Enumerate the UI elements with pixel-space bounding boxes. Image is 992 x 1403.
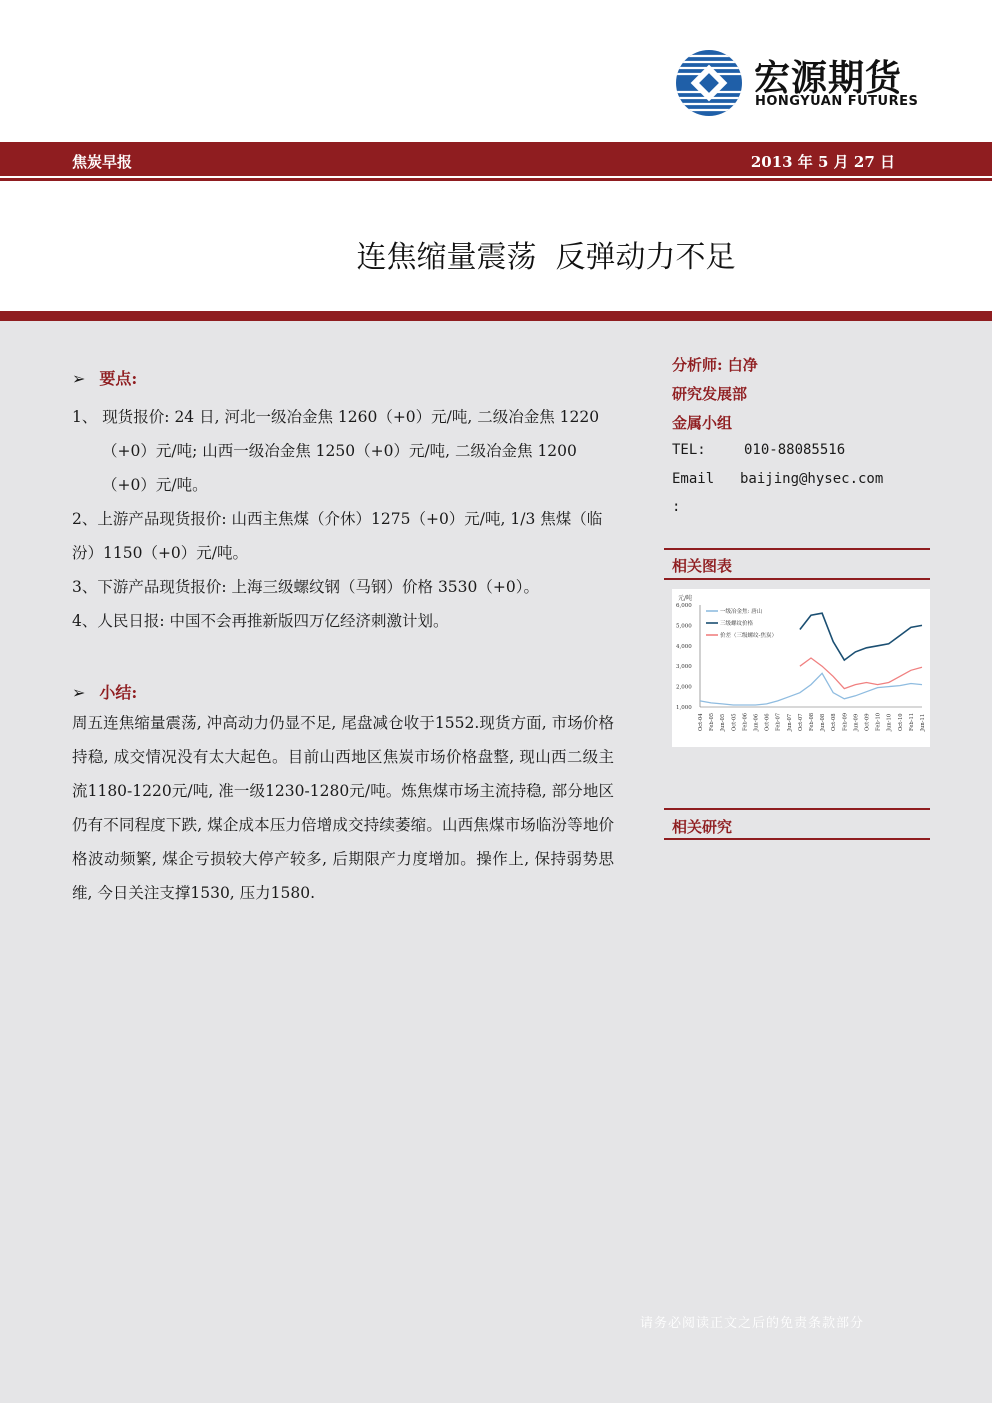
key-points-heading-text: 要点: [99, 369, 138, 388]
chart-x-tick-label: Feb-08 [809, 712, 815, 731]
email-link[interactable]: baijing@hysec.com [740, 471, 884, 487]
chart-x-tick-label: Oct-05 [731, 713, 738, 731]
header-band-underline [0, 178, 992, 181]
chart-x-tick-label: Jun-11 [920, 713, 926, 731]
summary-heading [72, 680, 137, 703]
chart-x-tick-label: Feb-11 [908, 712, 915, 731]
report-type: 焦炭早报 [72, 153, 133, 171]
chart-x-tick-label: Feb-09 [842, 712, 849, 731]
related-chart-bottom-rule [664, 578, 930, 580]
chart-y-tick-label: 1,000 [676, 705, 692, 711]
key-points-heading [72, 366, 137, 389]
chart-x-tick-label: Feb-07 [775, 712, 782, 731]
chart-x-tick-label: Jun-10 [886, 713, 893, 731]
key-point-item: 2、上游产品现货报价: 山西主焦煤（介休）1275（+0）元/吨, 1/3 焦煤（临汾）1150（+0）元/吨。 [72, 510, 603, 562]
analyst-dept: 研究发展部 [672, 385, 748, 403]
chart-legend-label: 一级冶金焦: 唐山 [720, 609, 763, 615]
brand-name-cn: 宏源期货 [754, 58, 903, 99]
chart-x-tick-label: Feb-10 [875, 712, 882, 731]
chart-y-tick-label: 5,000 [676, 623, 692, 630]
analyst-name: 分析师: 白净 [672, 356, 758, 374]
email-colon: : [672, 499, 681, 515]
chart-x-tick-label: Jun-08 [820, 713, 827, 731]
summary-heading-text: 小结: [99, 683, 138, 702]
chart-x-tick-label: Jun-07 [786, 713, 793, 731]
chart-x-tick-label: Oct-07 [797, 713, 804, 731]
related-chart-top-rule [664, 548, 930, 550]
tel-value: 010-88085516 [744, 442, 846, 458]
related-research-heading: 相关研究 [672, 818, 733, 836]
chart-x-tick-label: Jun-05 [720, 713, 727, 731]
related-chart [672, 589, 930, 747]
chart-x-tick-label: Feb-05 [709, 712, 716, 731]
key-point-item: 4、人民日报: 中国不会再推新版四万亿经济刺激计划。 [72, 612, 449, 630]
disclaimer-note: 请务必阅读正文之后的免责条款部分 [640, 1316, 865, 1331]
brand-name-en: HONGYUAN FUTURES [755, 94, 919, 109]
price-chart-svg [672, 589, 930, 747]
body-top-bar [0, 311, 992, 321]
brand-logo [674, 46, 924, 118]
chart-x-tick-label: Oct-06 [764, 713, 771, 731]
chart-series-line [800, 613, 922, 660]
chart-y-tick-label: 3,000 [676, 664, 692, 671]
email-label: Email [672, 471, 715, 487]
chart-x-tick-label: Jun-09 [853, 713, 860, 731]
chart-series-line [700, 673, 922, 705]
chart-y-tick-label: 6,000 [676, 603, 692, 609]
chart-legend-label: 价差（三级螺纹-焦炭） [720, 633, 777, 639]
chart-x-tick-label: Jun-06 [753, 713, 760, 731]
hongyuan-emblem-icon [674, 48, 744, 118]
arrow-bullet-icon: ➢ [72, 369, 86, 388]
key-point-item: 1、 现货报价: 24 日, 河北一级冶金焦 1260（+0）元/吨, 二级冶金焦 1220（+0）元/吨; 山西一级冶金焦 1250（+0）元/吨, 二级冶金焦 1200（+0）元/吨。 [72, 408, 600, 494]
chart-x-tick-label: Feb-06 [742, 712, 749, 731]
related-chart-heading: 相关图表 [672, 557, 733, 575]
chart-series-line [800, 658, 922, 689]
key-point-item: 3、下游产品现货报价: 上海三级螺纹钢（马钢）价格 3530（+0）。 [72, 578, 539, 596]
related-research-top-rule [664, 808, 930, 810]
tel-label: TEL: [672, 442, 706, 458]
chart-y-unit-label: 元/吨 [678, 595, 693, 602]
summary-text: 周五连焦缩量震荡, 冲高动力仍显不足, 尾盘减仓收于1552.现货方面, 市场价格持稳, 成交情况没有太大起色。目前山西地区焦炭市场价格盘整, 现山西二级主流1180-1220元/吨, 准一级1230-1280元/吨。炼焦煤市场主流持稳, 部分地区仍有不同程度下跌, 煤企成本压力倍增成交持续萎缩。山西焦煤市场临汾等地价格波动频繁, 煤企亏损较大停产较多, 后期限产力度增加。操作上, 保持弱势思维, 今日关注支撑1530, 压力1580. [72, 714, 614, 902]
chart-y-tick-label: 2,000 [676, 684, 692, 691]
report-date: 2013 年 5 月 27 日 [750, 153, 895, 171]
chart-x-tick-label: Oct-04 [698, 713, 704, 731]
arrow-bullet-icon: ➢ [72, 683, 86, 702]
chart-legend-label: 三级螺纹价格 [720, 621, 754, 627]
key-points-list [72, 400, 614, 638]
related-research-bottom-rule [664, 838, 930, 840]
analyst-group: 金属小组 [672, 414, 733, 432]
page-title: 连焦缩量震荡 反弹动力不足 [356, 240, 736, 275]
chart-x-tick-label: Oct-10 [897, 713, 904, 731]
chart-y-tick-label: 4,000 [676, 643, 692, 650]
chart-x-tick-label: Oct-09 [864, 713, 871, 731]
chart-x-tick-label: Oct-08 [831, 713, 838, 731]
